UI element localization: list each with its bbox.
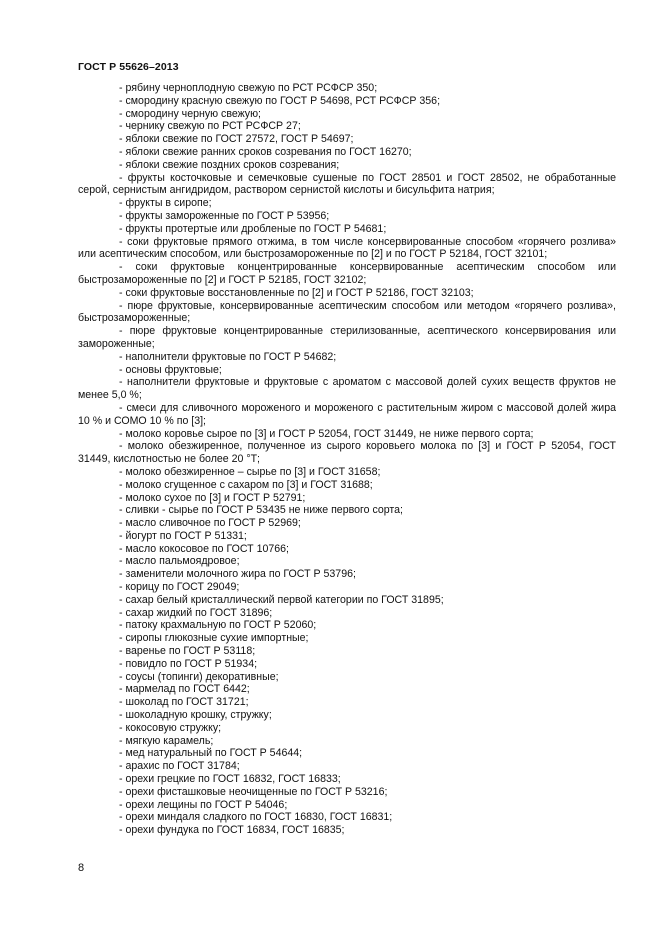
- list-item: - сахар белый кристаллический первой категории по ГОСТ 31895;: [119, 593, 444, 606]
- document-header: ГОСТ Р 55626–2013: [78, 61, 179, 73]
- list-item: - орехи грецкие по ГОСТ 16832, ГОСТ 16833;: [119, 773, 341, 786]
- list-item: - шоколадную крошку, стружку;: [119, 709, 272, 722]
- list-item: - яблоки свежие по ГОСТ 27572, ГОСТ Р 54697;: [119, 133, 354, 146]
- page-number: 8: [78, 862, 85, 874]
- list-item: - масло кокосовое по ГОСТ 10766;: [119, 542, 289, 555]
- list-item: - патоку крахмальную по ГОСТ Р 52060;: [119, 619, 317, 632]
- list-item: - повидло по ГОСТ Р 51934;: [119, 657, 258, 670]
- list-item: - яблоки свежие поздних сроков созревания;: [119, 158, 340, 171]
- list-item: - кокосовую стружку;: [119, 721, 222, 734]
- list-item: - молоко коровье сырое по [3] и ГОСТ Р 52054, ГОСТ 31449, не ниже первого сорта;: [119, 427, 534, 440]
- list-item: - чернику свежую по РСТ РСФСР 27;: [119, 120, 301, 133]
- list-item: - орехи миндаля сладкого по ГОСТ 16830, ГОСТ 16831;: [119, 811, 393, 824]
- list-item: - смородину красную свежую по ГОСТ Р 54698, РСТ РСФСР 356;: [119, 94, 441, 107]
- list-item: - смородину черную свежую;: [119, 107, 261, 120]
- list-item: - йогурт по ГОСТ Р 51331;: [119, 529, 247, 542]
- list-item: - сливки - сырье по ГОСТ Р 53435 не ниже первого сорта;: [119, 504, 403, 517]
- list-item: - смеси для сливочного мороженого и мороженого с растительным жиром с массовой долей жира 10 % и СОМО 10 % по [3];: [78, 401, 616, 427]
- list-item: - наполнители фруктовые и фруктовые с ароматом с массовой долей сухих веществ фруктов не менее 5,0 %;: [78, 376, 616, 402]
- list-item: - соки фруктовые восстановленные по [2] и ГОСТ Р 52186, ГОСТ 32103;: [119, 286, 474, 299]
- list-item: - шоколад по ГОСТ 31721;: [119, 696, 249, 709]
- list-item: - соки фруктовые прямого отжима, в том числе консервированные способом «горячего розлива» или асептическим способом, или быстрозамороженные по [2] и по ГОСТ Р 52184, ГОСТ 32101;: [78, 235, 616, 261]
- list-item: - пюре фруктовые концентрированные стерилизованные, асептического консервирования или замороженные;: [78, 325, 616, 350]
- list-item: - пюре фруктовые, консервированные асептическим способом или методом «горячего розлива», быстрозамороженные;: [78, 299, 616, 325]
- list-item: - основы фруктовые;: [119, 363, 222, 376]
- list-item: - сахар жидкий по ГОСТ 31896;: [119, 606, 273, 619]
- list-item: - фрукты в сиропе;: [119, 197, 212, 210]
- list-item: - соусы (топинги) декоративные;: [119, 670, 279, 683]
- list-item: - мягкую карамель;: [119, 734, 214, 747]
- list-item: - корицу по ГОСТ 29049;: [119, 581, 240, 594]
- list-item: - арахис по ГОСТ 31784;: [119, 760, 240, 773]
- list-item: - яблоки свежие ранних сроков созревания по ГОСТ 16270;: [119, 145, 412, 158]
- list-item: - сиропы глюкозные сухие импортные;: [119, 632, 309, 645]
- list-item: - масло пальмоядровое;: [119, 555, 240, 568]
- list-item: - молоко обезжиренное, полученное из сырого коровьего молока по [3] и ГОСТ Р 52054, ГОСТ 31449, кислотностью не более 20 °Т;: [78, 440, 616, 466]
- list-item: - орехи лещины по ГОСТ Р 54046;: [119, 798, 288, 811]
- list-item: - орехи фундука по ГОСТ 16834, ГОСТ 16835;: [119, 824, 345, 837]
- list-item: - соки фруктовые концентрированные консервированные асептическим способом или быстрозамороженные по [2] и ГОСТ Р 52185, ГОСТ 32102;: [78, 261, 616, 286]
- list-item: - рябину черноплодную свежую по РСТ РСФСР 350;: [119, 82, 378, 94]
- list-item: - заменители молочного жира по ГОСТ Р 53796;: [119, 568, 356, 581]
- list-item: - молоко обезжиренное – сырье по [3] и ГОСТ 31658;: [119, 465, 381, 478]
- ingredient-list: [78, 82, 616, 837]
- list-item: - варенье по ГОСТ Р 53118;: [119, 645, 256, 658]
- list-item: - мармелад по ГОСТ 6442;: [119, 683, 250, 696]
- list-item: - фрукты замороженные по ГОСТ Р 53956;: [119, 209, 330, 222]
- list-item: - орехи фисташковые неочищенные по ГОСТ Р 53216;: [119, 785, 388, 798]
- list-item: - молоко сгущенное с сахаром по [3] и ГОСТ 31688;: [119, 478, 373, 491]
- list-item: - фрукты косточковые и семечковые сушеные по ГОСТ 28501 и ГОСТ 28502, не обработанные серой, сернистым ангидридом, раствором сернистой кислоты и бисульфита натрия;: [78, 171, 616, 197]
- list-item: - молоко сухое по [3] и ГОСТ Р 52791;: [119, 491, 306, 504]
- list-item: - наполнители фруктовые по ГОСТ Р 54682;: [119, 350, 337, 363]
- list-item: - мед натуральный по ГОСТ Р 54644;: [119, 747, 303, 760]
- list-item: - масло сливочное по ГОСТ Р 52969;: [119, 517, 301, 530]
- list-item: - фрукты протертые или дробленые по ГОСТ Р 54681;: [119, 222, 387, 235]
